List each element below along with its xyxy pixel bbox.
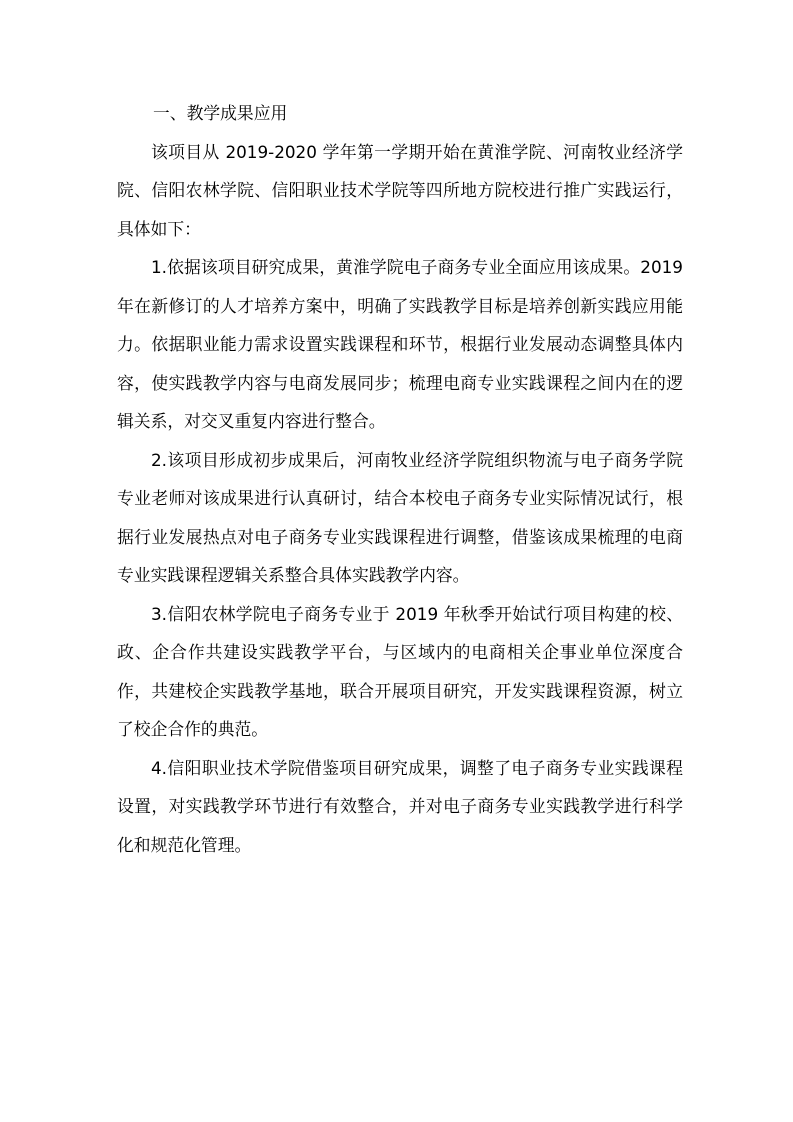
list-item: 3.信阳农林学院电子商务专业于 2019 年秋季开始试行项目构建的校、政、企合作共建设实践教学平台，与区域内的电商相关企事业单位深度合作，共建校企实践教学基地，联合开展项目研究，开发实践课程资源，树立了校企合作的典范。 [117,603,683,739]
document-body [117,94,683,864]
list-item: 2.该项目形成初步成果后，河南牧业经济学院组织物流与电子商务学院专业老师对该成果进行认真研讨，结合本校电子商务专业实际情况试行，根据行业发展热点对电子商务专业实践课程进行调整，借鉴该成果梳理的电商专业实践课程逻辑关系整合具体实践教学内容。 [117,449,683,585]
intro-paragraph: 该项目从 2019-2020 学年第一学期开始在黄淮学院、河南牧业经济学院、信阳农林学院、信阳职业技术学院等四所地方院校进行推广实践运行，具体如下： [117,141,683,239]
section-heading: 一、教学成果应用 [153,103,288,123]
list-item: 4.信阳职业技术学院借鉴项目研究成果，调整了电子商务专业实践课程设置，对实践教学环节进行有效整合，并对电子商务专业实践教学进行科学化和规范化管理。 [117,757,683,855]
list-item: 1.依据该项目研究成果，黄淮学院电子商务专业全面应用该成果。2019 年在新修订的人才培养方案中，明确了实践教学目标是培养创新实践应用能力。依据职业能力需求设置实践课程和环节，根据行业发展动态调整具体内容，使实践教学内容与电商发展同步；梳理电商专业实践课程之间内在的逻辑关系，对交叉重复内容进行整合。 [117,257,683,431]
